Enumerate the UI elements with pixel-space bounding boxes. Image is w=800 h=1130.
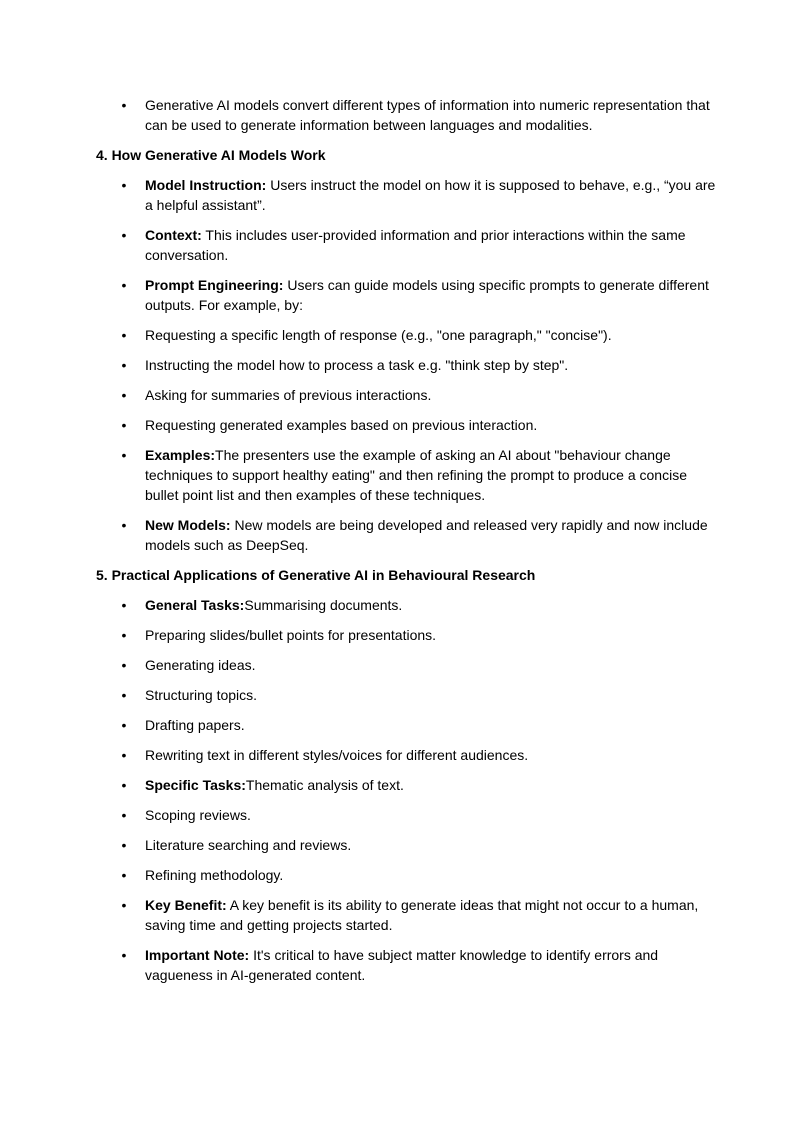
document-body bbox=[96, 95, 716, 995]
bullet-icon: • bbox=[121, 387, 127, 403]
list-item bbox=[96, 745, 716, 765]
item-text: Generative AI models convert different types of information into numeric representation that can be used to generate information between languages and modalities. bbox=[145, 97, 710, 133]
list-item bbox=[96, 385, 716, 405]
list-item bbox=[96, 595, 716, 615]
item-lead: New Models: bbox=[145, 517, 231, 533]
item-lead: Specific Tasks: bbox=[145, 777, 246, 793]
bullet-icon: • bbox=[121, 657, 127, 673]
bullet-icon: • bbox=[121, 867, 127, 883]
bullet-icon: • bbox=[121, 227, 127, 243]
bullet-icon: • bbox=[121, 627, 127, 643]
item-text: Users instruct the model on how it is supposed to behave, e.g., “you are a helpful assistant”. bbox=[145, 177, 716, 213]
item-lead: General Tasks: bbox=[145, 597, 245, 613]
list-item bbox=[96, 625, 716, 645]
section-heading: 4. How Generative AI Models Work bbox=[96, 147, 326, 163]
bullet-icon: • bbox=[121, 747, 127, 763]
bullet-icon: • bbox=[121, 357, 127, 373]
bullet-icon: • bbox=[121, 777, 127, 793]
bullet-icon: • bbox=[121, 277, 127, 293]
bullet-icon: • bbox=[121, 597, 127, 613]
item-text: Instructing the model how to process a task e.g. "think step by step". bbox=[145, 357, 569, 373]
bullet-icon: • bbox=[121, 897, 127, 913]
item-text: Structuring topics. bbox=[145, 687, 258, 703]
item-lead: Key Benefit: bbox=[145, 897, 227, 913]
item-text: New models are being developed and released very rapidly and now include models such as DeepSeq. bbox=[145, 517, 708, 553]
bullet-icon: • bbox=[121, 517, 127, 533]
bullet-icon: • bbox=[121, 97, 127, 113]
list-item bbox=[96, 275, 716, 315]
bullet-icon: • bbox=[121, 447, 127, 463]
item-text: Requesting a specific length of response (e.g., "one paragraph," "concise"). bbox=[145, 327, 612, 343]
item-text: Generating ideas. bbox=[145, 657, 256, 673]
intro-list bbox=[96, 95, 716, 135]
item-text: Asking for summaries of previous interactions. bbox=[145, 387, 432, 403]
bullet-icon: • bbox=[121, 837, 127, 853]
list-item bbox=[96, 415, 716, 435]
item-text: Rewriting text in different styles/voices for different audiences. bbox=[145, 747, 529, 763]
list-item bbox=[96, 225, 716, 265]
list-item bbox=[96, 445, 716, 505]
list-item bbox=[96, 715, 716, 735]
bullet-icon: • bbox=[121, 687, 127, 703]
list-item bbox=[96, 895, 716, 935]
list-item bbox=[96, 865, 716, 885]
item-lead: Context: bbox=[145, 227, 202, 243]
item-text: Summarising documents. bbox=[244, 597, 403, 613]
list-item bbox=[96, 685, 716, 705]
bullet-icon: • bbox=[121, 807, 127, 823]
list-item bbox=[96, 655, 716, 675]
list-item bbox=[96, 95, 716, 135]
item-text: Drafting papers. bbox=[145, 717, 245, 733]
list-item bbox=[96, 175, 716, 215]
list-item bbox=[96, 515, 716, 555]
item-text: This includes user-provided information and prior interactions within the same conversation. bbox=[145, 227, 686, 263]
item-lead: Prompt Engineering: bbox=[145, 277, 284, 293]
list-item bbox=[96, 945, 716, 985]
list-item bbox=[96, 355, 716, 375]
item-text: The presenters use the example of asking an AI about "behaviour change techniques to support healthy eating" and then refining the prompt to produce a concise bullet point list and then examples of these techniques. bbox=[145, 447, 687, 503]
list-item bbox=[96, 325, 716, 345]
list-item bbox=[96, 835, 716, 855]
item-text: Refining methodology. bbox=[145, 867, 284, 883]
item-lead: Important Note: bbox=[145, 947, 250, 963]
bullet-icon: • bbox=[121, 327, 127, 343]
section-heading: 5. Practical Applications of Generative AI in Behavioural Research bbox=[96, 567, 536, 583]
bullet-icon: • bbox=[121, 717, 127, 733]
bullet-icon: • bbox=[121, 947, 127, 963]
list-item bbox=[96, 805, 716, 825]
item-lead: Model Instruction: bbox=[145, 177, 267, 193]
bullet-icon: • bbox=[121, 177, 127, 193]
section5-list bbox=[96, 595, 716, 985]
item-text: It's critical to have subject matter knowledge to identify errors and vagueness in AI-generated content. bbox=[145, 947, 659, 983]
item-text: Users can guide models using specific prompts to generate different outputs. For example, by: bbox=[145, 277, 709, 313]
item-text: Preparing slides/bullet points for presentations. bbox=[145, 627, 437, 643]
item-text: A key benefit is its ability to generate ideas that might not occur to a human, saving time and getting projects started. bbox=[145, 897, 699, 933]
item-lead: Examples: bbox=[145, 447, 216, 463]
list-item bbox=[96, 775, 716, 795]
section4-list bbox=[96, 175, 716, 555]
bullet-icon: • bbox=[121, 417, 127, 433]
item-text: Requesting generated examples based on previous interaction. bbox=[145, 417, 538, 433]
item-text: Scoping reviews. bbox=[145, 807, 251, 823]
item-text: Literature searching and reviews. bbox=[145, 837, 352, 853]
item-text: Thematic analysis of text. bbox=[245, 777, 404, 793]
